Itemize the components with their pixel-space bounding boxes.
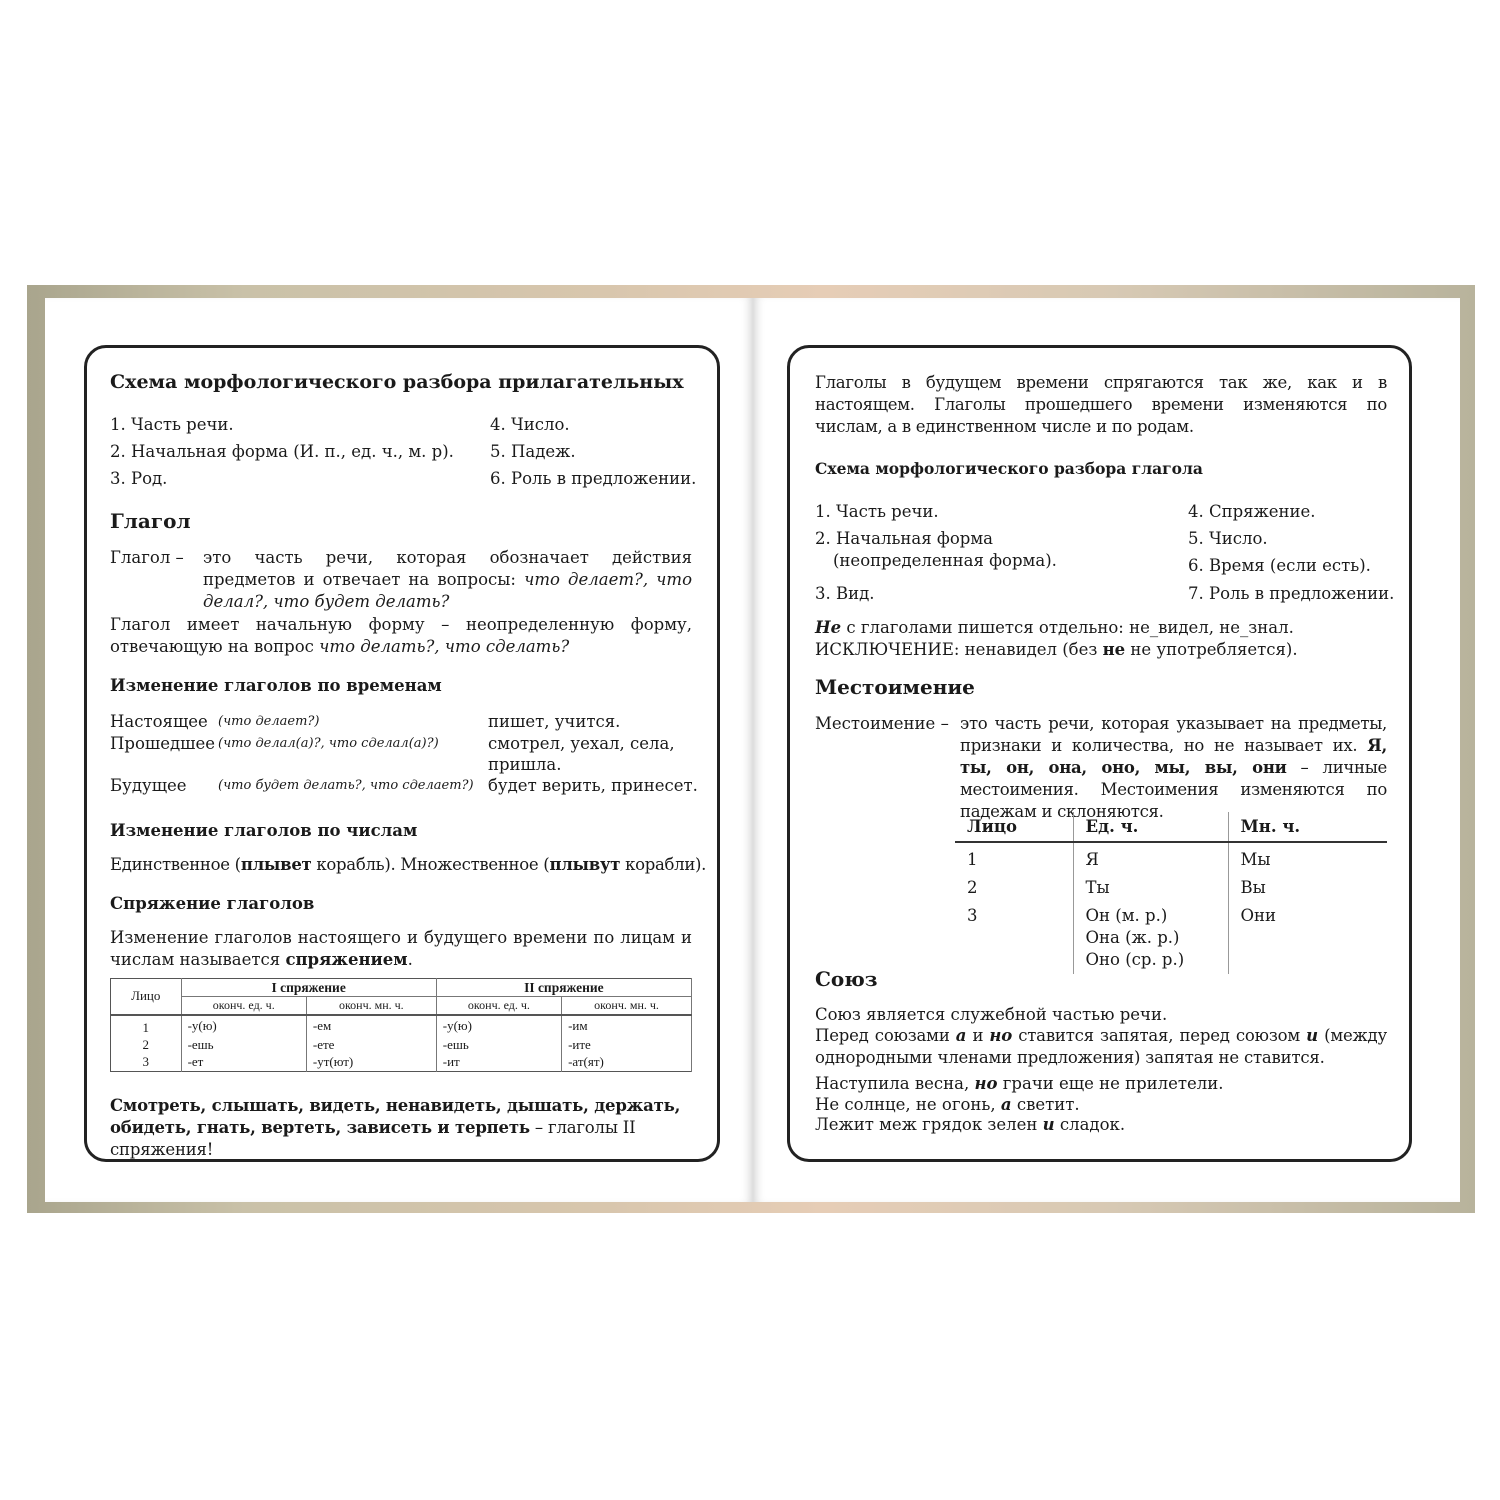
numbers-text [110, 854, 706, 876]
text: Лежит меж грядок зелен [815, 1115, 1043, 1134]
subheader: оконч. мн. ч. [562, 997, 692, 1015]
list-item: 6. Роль в предложении. [490, 469, 697, 488]
tense-question: (что делает?) [218, 714, 320, 729]
cell: 3 [111, 1054, 182, 1072]
text: Не [815, 618, 842, 637]
text: грачи еще не прилетели. [997, 1074, 1224, 1093]
table-row [111, 1054, 692, 1072]
table-row [955, 902, 1387, 974]
cell: -ите [562, 1036, 692, 1054]
table-row [955, 874, 1387, 902]
cell: -ешь [181, 1036, 306, 1054]
subheader: оконч. ед. ч. [181, 997, 306, 1015]
tenses-heading: Изменение глаголов по временам [110, 676, 442, 695]
cell: -у(ю) [436, 1015, 561, 1036]
text: Глагол имеет начальную форму – неопределенную форму, отвечающую на вопрос [110, 615, 692, 656]
ne-rule [815, 617, 1294, 639]
text: спряжением [285, 950, 408, 969]
header-person: Лицо [111, 979, 182, 1015]
list-item: 2. Начальная форма (И. п., ед. ч., м. р). [110, 442, 454, 461]
conjugation-heading: Спряжение глаголов [110, 894, 315, 913]
text: а [955, 1026, 967, 1045]
union-rule [815, 1025, 1387, 1069]
text: – глаголы II спряжения! [110, 1118, 636, 1159]
tense-name: Будущее [110, 776, 187, 795]
list-item: 3. Род. [110, 469, 168, 488]
cell: Ты [1073, 874, 1228, 902]
list-item: 7. Роль в предложении. [1188, 584, 1395, 603]
verb-definition [203, 547, 692, 613]
list-item: 2. Начальная форма [815, 529, 993, 548]
cell: -ат(ят) [562, 1054, 692, 1072]
table-row [111, 1015, 692, 1036]
header: Лицо [955, 812, 1073, 842]
tense-question: (что будет делать?, что сделает?) [218, 778, 474, 793]
example [815, 1094, 1080, 1116]
tense-examples: будет верить, принесет. [488, 776, 698, 795]
cell: 2 [111, 1036, 182, 1054]
questions: что делает?, что делал?, что будет делать? [203, 570, 693, 611]
list-item: 6. Время (если есть). [1188, 556, 1371, 575]
table-row [111, 1036, 692, 1054]
text: (между однородными членами предложения) запятая не ставится. [815, 1026, 1387, 1067]
text: Не солнце, не огонь, [815, 1095, 1001, 1114]
text: Перед союзами [815, 1026, 956, 1045]
text: но [989, 1026, 1013, 1045]
list-item: (неопределенная форма). [833, 551, 1057, 570]
header-group-2: II спряжение [436, 979, 691, 997]
example [815, 1073, 1224, 1095]
text: ИСКЛЮЧЕНИЕ: [815, 640, 960, 659]
text: Смотреть, слышать, видеть, ненавидеть, дышать, держать, обидеть, гнать, вертеть, зависеть и терпеть [110, 1096, 681, 1137]
text: и [966, 1026, 990, 1045]
ne-exception [815, 639, 1298, 661]
tense-name: Прошедшее [110, 734, 216, 753]
cell: -ете [306, 1036, 436, 1054]
text: а [1000, 1095, 1012, 1114]
tense-examples: смотрел, уехал, села, пришла. [488, 734, 675, 774]
cell: 1 [955, 842, 1073, 874]
example [815, 1114, 1125, 1136]
text: Я, ты, он, она, оно, мы, вы, они [960, 736, 1387, 777]
verb-initial-form [110, 614, 692, 658]
cell: -ем [306, 1015, 436, 1036]
text: и [1306, 1026, 1318, 1045]
tense-question: (что делал(а)?, что сделал(а)?) [218, 736, 439, 751]
tense-name: Настоящее [110, 712, 208, 731]
cell: -ут(ют) [306, 1054, 436, 1072]
pronoun-term: Местоимение – [815, 714, 949, 733]
exceptions-note [110, 1095, 695, 1161]
table-row [955, 842, 1387, 874]
text: светит. [1011, 1095, 1080, 1114]
text: плывут [549, 855, 621, 874]
cell: -ит [436, 1054, 561, 1072]
text: плывет [240, 855, 312, 874]
pronoun-heading: Местоимение [815, 675, 975, 699]
text: сладок. [1054, 1115, 1126, 1134]
list-item: 5. Число. [1188, 529, 1268, 548]
text: и [1042, 1115, 1055, 1134]
subheader: оконч. ед. ч. [436, 997, 561, 1015]
cell: -им [562, 1015, 692, 1036]
list-item: 3. Вид. [815, 584, 875, 603]
text: – личные местоимения. Местоимения изменяются по падежам и склоняются. [960, 758, 1388, 821]
pronoun-table [955, 812, 1387, 974]
text: с глаголами пишется отдельно: не_видел, не_знал. [841, 618, 1294, 637]
list-item: 5. Падеж. [490, 442, 576, 461]
conjugation-text: Изменение глаголов настоящего и будущего времени по лицам и числам называется спряжением. [110, 928, 692, 969]
subheader: оконч. мн. ч. [306, 997, 436, 1015]
questions: что делать?, что сделать? [319, 637, 570, 656]
text: ставится запятая, перед союзом [1012, 1026, 1307, 1045]
cell: Вы [1240, 878, 1266, 897]
list-item: 4. Спряжение. [1188, 502, 1316, 521]
text: не [1102, 640, 1126, 659]
text: не употребляется). [1125, 640, 1298, 659]
intro-text: Глаголы в будущем времени спрягаются так же, как и в настоящем. Глаголы прошедшего времени изменяются по числам, а в единственном числе и по родам. [815, 373, 1387, 436]
union-line: Союз является служебной частью речи. [815, 1005, 1168, 1024]
cell: 3 [955, 902, 1073, 974]
verb-heading: Глагол [110, 509, 191, 533]
cell: Они [1240, 906, 1277, 925]
tense-examples: пишет, учится. [488, 712, 621, 731]
union-heading: Союз [815, 967, 878, 991]
text: это часть речи, которая указывает на предметы, признаки и количества, но не называет их. [960, 714, 1387, 755]
cell: 1 [111, 1015, 182, 1036]
list-item: 1. Часть речи. [110, 415, 234, 434]
numbers-heading: Изменение глаголов по числам [110, 821, 418, 840]
text: корабль). Множественное ( [311, 855, 550, 874]
cell: Он (м. р.) Она (ж. р.) Оно (ср. р.) [1073, 902, 1228, 974]
text: Единственное ( [110, 855, 241, 874]
text: ненавидел (без [959, 640, 1103, 659]
conjugation-table [110, 978, 692, 1072]
cell: Мы [1240, 850, 1271, 869]
cell: -ешь [436, 1036, 561, 1054]
list-item: 1. Часть речи. [815, 502, 939, 521]
header-group-1: I спряжение [181, 979, 436, 997]
verb-scheme-title: Схема морфологического разбора глагола [815, 459, 1203, 478]
header: Ед. ч. [1073, 812, 1228, 842]
text: но [974, 1074, 998, 1093]
cell: -у(ю) [181, 1015, 306, 1036]
text: Наступила весна, [815, 1074, 975, 1093]
text: корабли). [620, 855, 707, 874]
verb-definition-term: Глагол – [110, 548, 184, 567]
adjective-scheme-title: Схема морфологического разбора прилагательных [110, 371, 684, 393]
text: это часть речи, которая обозначает действия предметов и отвечает на вопросы: [203, 548, 692, 589]
list-item: 4. Число. [490, 415, 570, 434]
text: Изменение глаголов настоящего и будущего времени по лицам и числам называется [110, 928, 692, 969]
cell: Я [1073, 842, 1228, 874]
header: Мн. ч. [1228, 812, 1387, 842]
pronoun-definition [960, 713, 1387, 823]
cell: 2 [955, 874, 1073, 902]
cell: -ет [181, 1054, 306, 1072]
